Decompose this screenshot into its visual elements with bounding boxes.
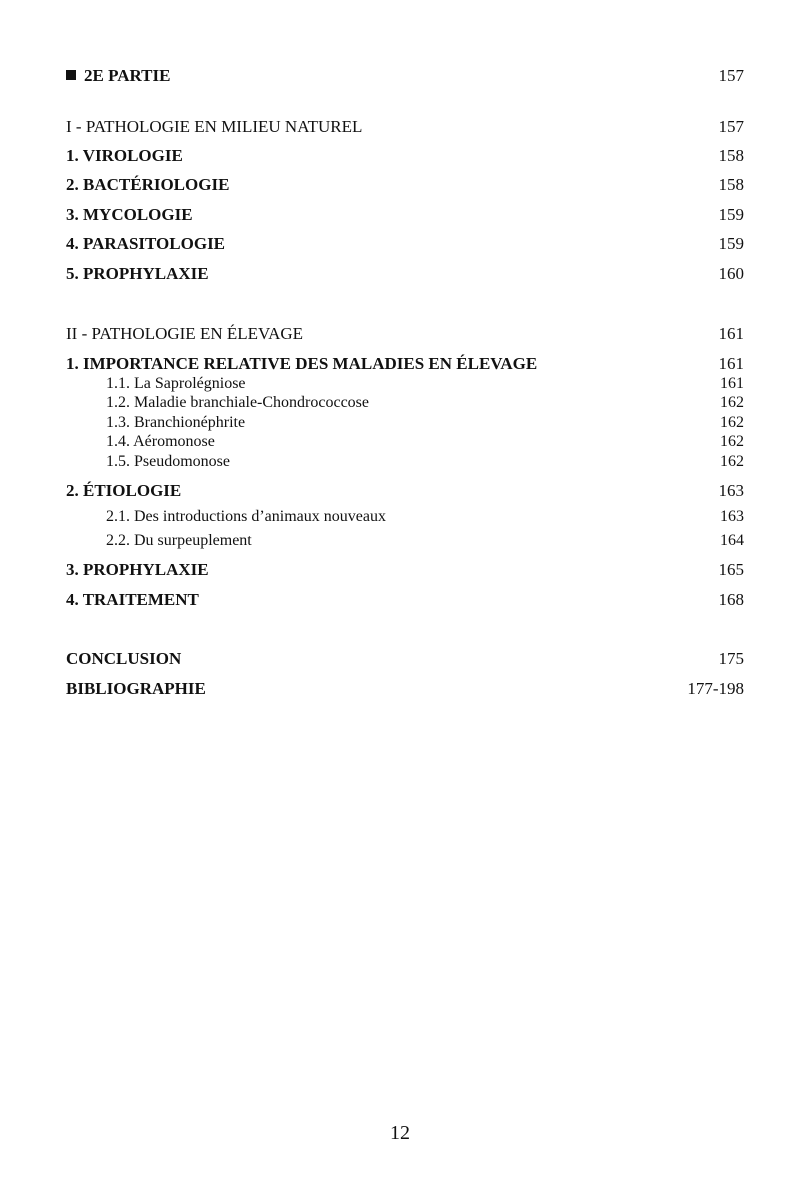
toc-entry-bibliographie — [66, 679, 744, 699]
toc-subentry — [106, 452, 744, 471]
bibliographie-page: 177-198 — [687, 679, 744, 698]
toc-entry-part — [66, 66, 744, 86]
toc-subentry-page: 162 — [720, 394, 744, 411]
toc-subentry-page: 163 — [720, 508, 744, 525]
toc-entry-label: 2. BACTÉRIOLOGIE — [66, 175, 230, 194]
bibliographie-label: BIBLIOGRAPHIE — [66, 679, 206, 698]
part-title: 2E PARTIE — [84, 66, 171, 85]
toc-subentry-label: 1.1. La Saprolégniose — [106, 375, 246, 392]
toc-entry-section-2 — [66, 324, 744, 344]
toc-entry-label: 4. TRAITEMENT — [66, 590, 199, 609]
toc-subentry-page: 162 — [720, 433, 744, 450]
toc-entry-page: 158 — [718, 146, 744, 165]
conclusion-page: 175 — [718, 649, 744, 668]
toc-entry — [66, 590, 744, 610]
toc-entry — [66, 175, 744, 195]
toc-subentry-page: 161 — [720, 375, 744, 392]
toc-entry-page: 165 — [718, 560, 744, 579]
conclusion-label: CONCLUSION — [66, 649, 182, 668]
toc-subentry-label: 2.1. Des introductions d’animaux nouveaux — [106, 508, 386, 525]
toc-subentry-page: 164 — [720, 532, 744, 549]
toc-entry — [66, 354, 744, 374]
section-1-page: 157 — [718, 117, 744, 136]
square-bullet-icon — [66, 70, 76, 80]
toc-entry-page: 160 — [718, 264, 744, 283]
toc-subentry — [106, 393, 744, 412]
toc-entry-label: 5. PROPHYLAXIE — [66, 264, 209, 283]
part-title-wrap — [66, 66, 170, 86]
toc-entry-page: 161 — [718, 354, 744, 373]
toc-entry-label: 2. ÉTIOLOGIE — [66, 481, 182, 500]
section-2-page: 161 — [718, 324, 744, 343]
toc-entry-label: 3. MYCOLOGIE — [66, 205, 193, 224]
toc-entry-label: 1. IMPORTANCE RELATIVE DES MALADIES EN ÉLEVAGE — [66, 354, 538, 373]
toc-entry — [66, 264, 744, 284]
toc-entry-label: 3. PROPHYLAXIE — [66, 560, 209, 579]
toc-subentry-label: 1.3. Branchionéphrite — [106, 414, 246, 431]
toc-entry-page: 159 — [718, 234, 744, 253]
toc-entry — [66, 205, 744, 225]
toc-subentry — [106, 531, 744, 550]
toc-subentry — [106, 413, 744, 432]
toc-entry-label: 4. PARASITOLOGIE — [66, 234, 226, 253]
toc-entry — [66, 481, 744, 501]
toc-subentry-label: 1.4. Aéromonose — [106, 433, 215, 450]
toc-subentry-label: 1.2. Maladie branchiale-Chondrococcose — [106, 394, 370, 411]
section-1-title: I - PATHOLOGIE EN MILIEU NATUREL — [66, 117, 363, 136]
part-page: 157 — [718, 66, 744, 85]
toc-subentry-page: 162 — [720, 453, 744, 470]
toc-subentry-label: 2.2. Du surpeuplement — [106, 532, 252, 549]
toc-entry-conclusion — [66, 649, 744, 669]
toc-subentry — [106, 374, 744, 393]
toc-entry — [66, 146, 744, 166]
toc-entry-page: 163 — [718, 481, 744, 500]
toc-entry — [66, 560, 744, 580]
toc-entry-page: 159 — [718, 205, 744, 224]
toc-entry-section-1 — [66, 117, 744, 137]
page-number: 12 — [390, 1122, 410, 1144]
toc-subentry-page: 162 — [720, 414, 744, 431]
section-2-title: II - PATHOLOGIE EN ÉLEVAGE — [66, 324, 304, 343]
toc-entry-page: 168 — [718, 590, 744, 609]
toc-entry — [66, 234, 744, 254]
toc-subentry-label: 1.5. Pseudomonose — [106, 453, 230, 470]
toc-subentry — [106, 507, 744, 526]
toc-subentry — [106, 432, 744, 451]
toc-entry-page: 158 — [718, 175, 744, 194]
toc-entry-label: 1. VIROLOGIE — [66, 146, 183, 165]
